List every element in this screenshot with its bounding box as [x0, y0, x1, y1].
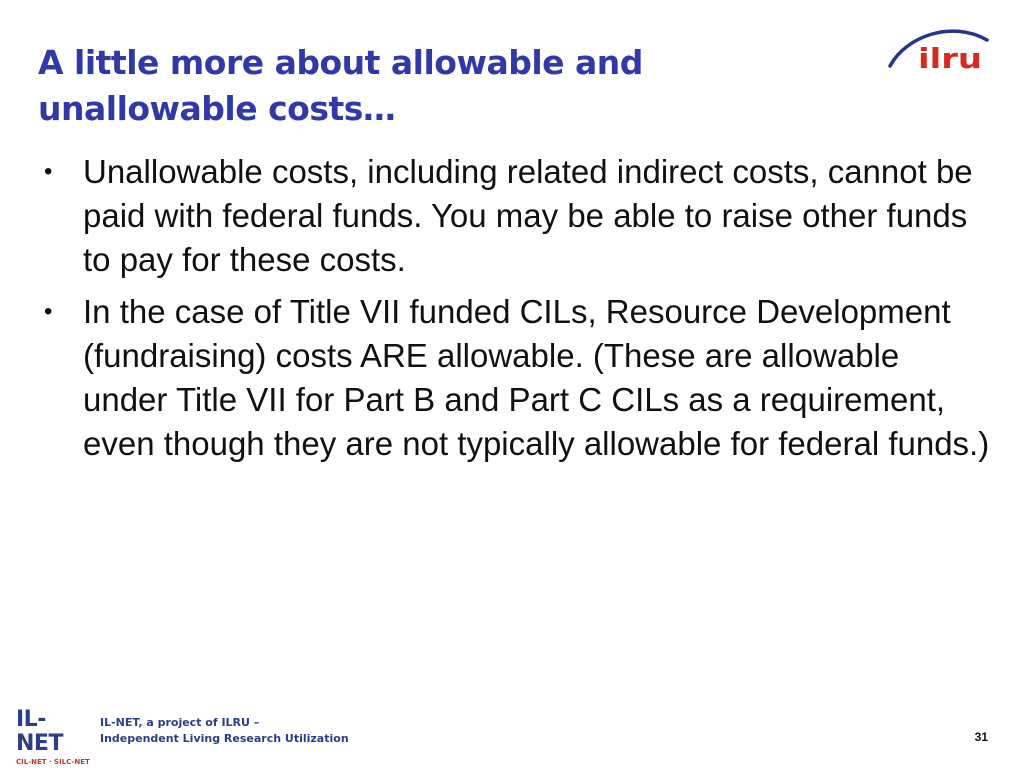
bullet-text-title-vii: In the case of Title VII funded CILs, Resource Development (fundraising) costs ARE allowable. (These are allowable under Title VII for Part B and Part C CILs as a requirement, even though they are not typically allowable for federal funds.)	[83, 293, 990, 462]
page-number: 31	[974, 730, 988, 744]
bullet-marker: •	[44, 158, 53, 185]
ilru-logo-text: ilru	[918, 42, 982, 75]
il-net-logo	[16, 707, 90, 766]
slide-title-line-2: unallowable costs…	[38, 89, 396, 128]
ilru-logo	[884, 20, 994, 82]
slide-title-line-1: A little more about allowable and	[38, 43, 643, 82]
bullet-text-unallowable-costs: Unallowable costs, including related indirect costs, cannot be paid with federal funds. You may be able to raise other funds to pay for these costs.	[83, 153, 973, 278]
bullet-marker: •	[44, 298, 53, 325]
ilru-logo-graphic	[884, 20, 994, 82]
slide-title	[38, 40, 818, 132]
footer-credit-line-2: Independent Living Research Utilization	[100, 732, 349, 745]
il-net-logo-text: IL-NET	[16, 707, 63, 756]
footer-credit-line-1: IL-NET, a project of ILRU –	[100, 716, 260, 729]
bullet-list	[40, 150, 990, 474]
footer-credit	[100, 715, 349, 747]
il-net-logo-subtext: CIL-NET · SILC-NET	[16, 758, 90, 766]
bullet-item	[40, 150, 990, 282]
bullet-item	[40, 290, 990, 466]
